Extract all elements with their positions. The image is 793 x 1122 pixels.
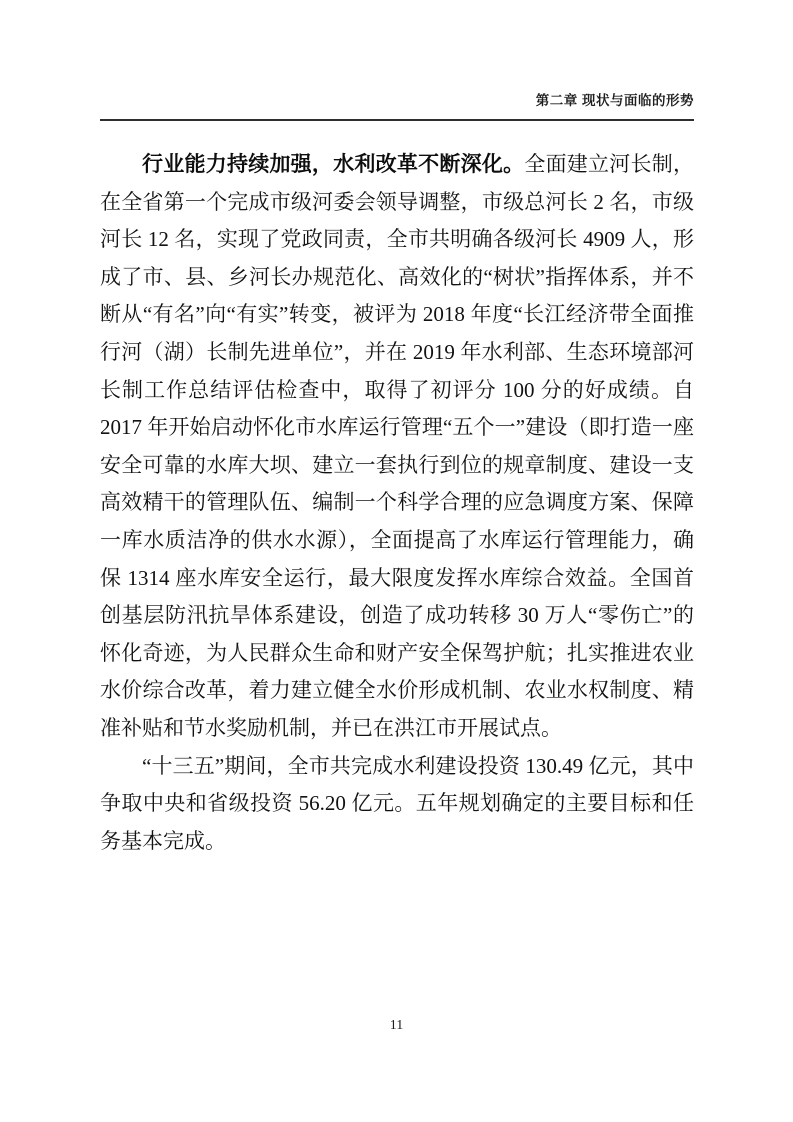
running-header-chapter-title: 第二章 现状与面临的形势 — [535, 93, 694, 108]
paragraph-investment-summary: “十三五”期间，全市共完成水利建设投资 130.49 亿元，其中争取中央和省级投资 56.20 亿元。五年规划确定的主要目标和任务基本完成。 — [100, 753, 694, 853]
paragraph-achievements — [100, 146, 694, 748]
header-divider-rule — [100, 119, 694, 121]
body-text-block — [100, 146, 694, 860]
paragraph-body-text: 全面建立河长制，在全省第一个完成市级河委会领导调整，市级总河长 2 名，市级河长 12 名，实现了党政同责，全市共明确各级河长 4909 人，形成了市、县、乡河长办规范化、高效化的“树状”指挥体系，并不断从“有名”向“有实”转变，被评为 2018 年度“长江经济带全面推行河（湖）长制先进单位”，并在 2019 年水利部、生态环境部河长制工作总结评估检查中，取得了初评分 100 分的好成绩。自 2017 年开始启动怀化市水库运行管理“五个一”建设（即打造一座安全可靠的水库大坝、建立一套执行到位的规章制度、建设一支高效精干的管理队伍、编制一个科学合理的应急调度方案、保障一库水质洁净的供水水源），全面提高了水库运行管理能力，确保 1314 座水库安全运行，最大限度发挥水库综合效益。全国首创基层防汛抗旱体系建设，创造了成功转移 30 万人“零伤亡”的怀化奇迹，为人民群众生命和财产安全保驾护航；扎实推进农业水价综合改革，着力建立健全水价形成机制、农业水权制度、精准补贴和节水奖励机制，并已在洪江市开展试点。 — [100, 152, 695, 740]
paragraph-lead-bold: 行业能力持续加强，水利改革不断深化。 — [142, 152, 525, 176]
page-number: 11 — [389, 1018, 404, 1033]
